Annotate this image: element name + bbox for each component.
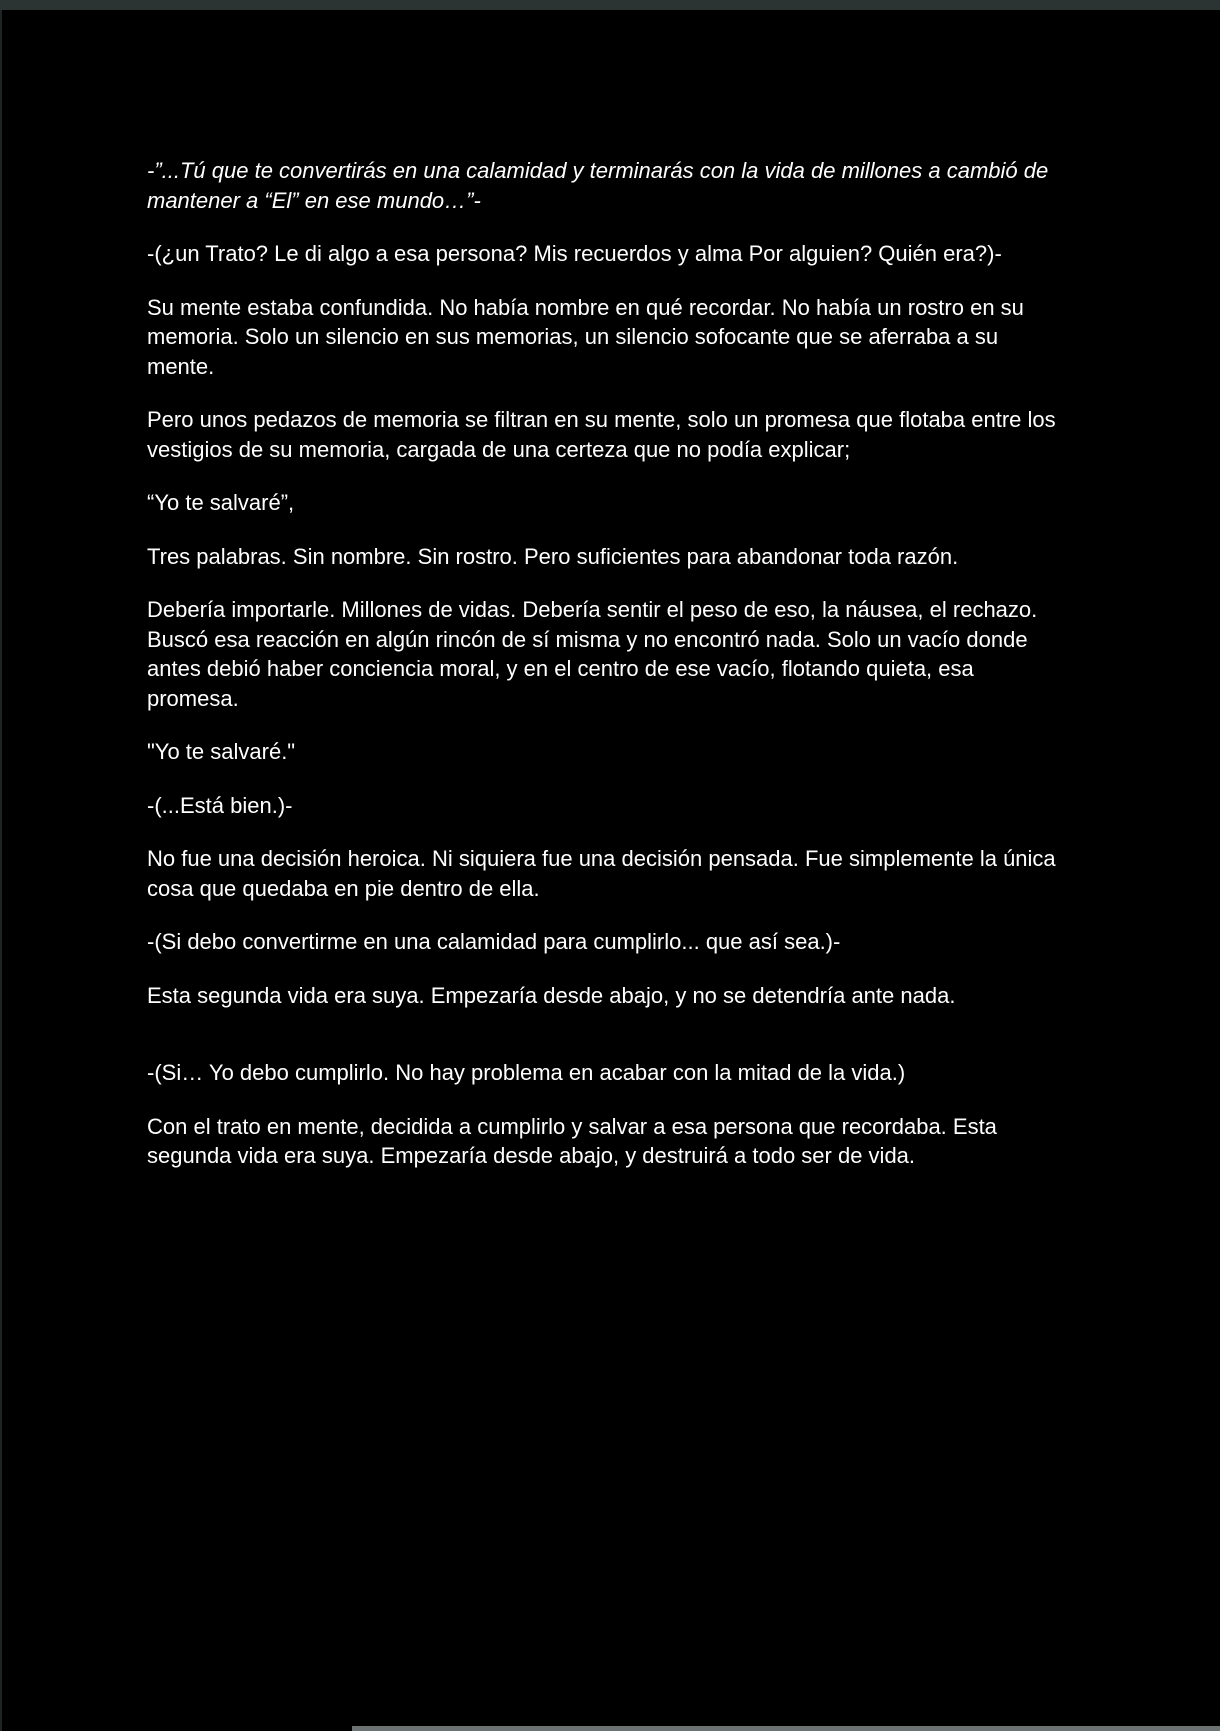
page-left-edge [0,10,2,1731]
paragraph-promise-repeat: "Yo te salvaré." [147,739,296,764]
paragraph-inner-thought-trato: -(¿un Trato? Le di algo a esa persona? Mis recuerdos y alma Por alguien? Quién era?)- [147,241,1002,266]
paragraph-calamity-resolve: -(Si debo convertirme en una calamidad para cumplirlo... que así sea.)- [147,929,841,954]
paragraph-memory-fragments: Pero unos pedazos de memoria se filtran en su mente, solo un promesa que flotaba entre los vestigios de su memoria, cargada de una certeza que no podía explicar; [147,407,1056,462]
paragraph-moral-void: Debería importarle. Millones de vidas. Debería sentir el peso de eso, la náusea, el rechazo. Buscó esa reacción en algún rincón de sí misma y no encontró nada. Solo un vacío donde antes debió haber conciencia moral, y en el centro de ese vacío, flotando quieta, esa promesa. [147,597,1038,711]
horizontal-scrollbar[interactable] [352,1726,1220,1731]
paragraph-half-of-life: -(Si… Yo debo cumplirlo. No hay problema en acabar con la mitad de la vida.) [147,1060,906,1085]
paragraph-three-words: Tres palabras. Sin nombre. Sin rostro. Pero suficientes para abandonar toda razón. [147,543,959,569]
paragraph-decision: No fue una decisión heroica. Ni siquiera fue una decisión pensada. Fue simplemente la única cosa que quedaba en pie dentro de ella. [147,846,1056,901]
paragraph-second-life: Esta segunda vida era suya. Empezaría desde abajo, y no se detendría ante nada. [147,982,956,1008]
paragraph-opening-quote: -”...Tú que te convertirás en una calamidad y terminarás con la vida de millones a cambió de mantener a “El” en ese mundo…”- [147,158,1049,213]
paragraph-promise-quote: “Yo te salvaré”, [147,490,295,515]
paragraph-closing: Con el trato en mente, decidida a cumplirlo y salvar a esa persona que recordaba. Esta segunda vida era suya. Empezaría desde abajo, y destruirá a todo ser de vida. [147,1113,997,1168]
paragraph-acceptance: -(...Está bien.)- [147,792,293,818]
document-body [147,156,1067,1195]
window-top-border [0,0,1220,10]
paragraph-confused-mind: Su mente estaba confundida. No había nombre en qué recordar. No había un rostro en su memoria. Solo un silencio en sus memorias, un silencio sofocante que se aferraba a su mente. [147,294,1024,379]
